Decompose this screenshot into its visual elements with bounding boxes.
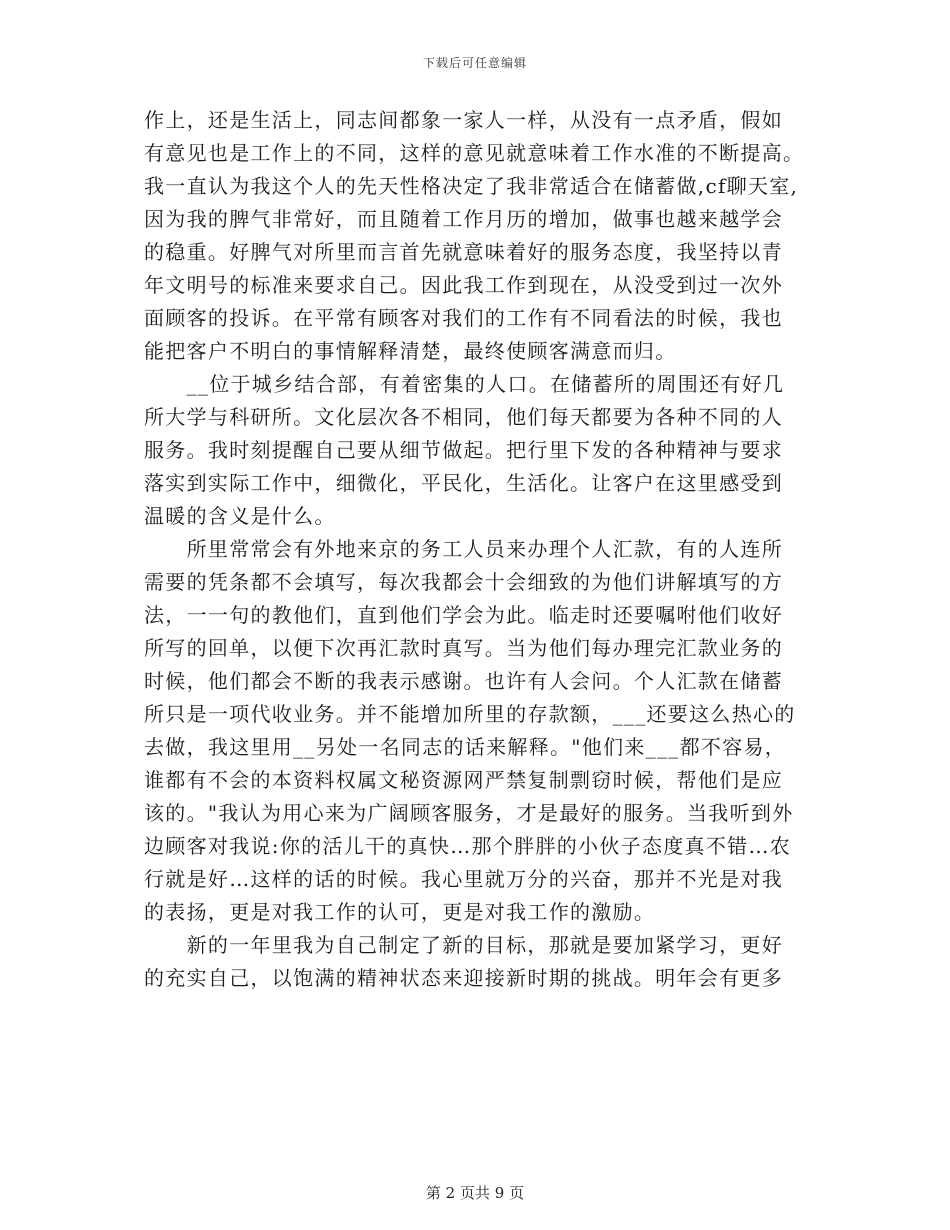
text-line: 作上，还是生活上，同志间都象一家人一样，从没有一点矛盾，假如 (144, 108, 783, 132)
text-line: 面顾客的投诉。在平常有顾客对我们的工作有不同看法的时候，我也 (144, 306, 783, 330)
text-line: 边顾客对我说:你的活儿干的真快…那个胖胖的小伙子态度真不错…农 (144, 834, 792, 858)
text-line: 有意见也是工作上的不同，这样的意见就意味着工作水准的不断提高。 (144, 141, 805, 165)
text-line: 所只是一项代收业务。并不能增加所里的存款额，___还要这么热心的 (144, 702, 796, 726)
text-line: 我一直认为我这个人的先天性格决定了我非常适合在储蓄做,cf聊天室, (144, 174, 799, 198)
text-line: 因为我的脾气非常好，而且随着工作月历的增加，做事也越来越学会 (144, 207, 783, 231)
text-line: 服务。我时刻提醒自己要从细节做起。把行里下发的各种精神与要求 (144, 438, 783, 462)
text-line: 法，一一句的教他们，直到他们学会为此。临走时还要嘱咐他们收好 (144, 603, 783, 627)
text-line: 所大学与科研所。文化层次各不相同，他们每天都要为各种不同的人 (144, 405, 783, 429)
text-line: 的充实自己，以饱满的精神状态来迎接新时期的挑战。明年会有更多 (144, 966, 783, 990)
text-line: 所写的回单，以便下次再汇款时真写。当为他们每办理完汇款业务的 (144, 636, 783, 660)
text-line: 去做，我这里用__另处一名同志的话来解释。"他们来___都不容易， (144, 735, 787, 759)
page-header: 下载后可任意编辑 (422, 56, 527, 70)
text-line: 的表扬，更是对我工作的认可，更是对我工作的激励。 (144, 900, 656, 924)
text-line: 所里常常会有外地来京的务工人员来办理个人汇款，有的人连所 (144, 537, 783, 561)
text-line: 谁都有不会的本资料权属文秘资源网严禁复制剽窃时候，帮他们是应 (144, 768, 783, 792)
text-line: 年文明号的标准来要求自己。因此我工作到现在，从没受到过一次外 (144, 273, 783, 297)
text-line: 新的一年里我为自己制定了新的目标，那就是要加紧学习，更好 (144, 933, 783, 957)
text-line: 行就是好…这样的话的时候。我心里就万分的兴奋，那并不光是对我 (144, 867, 783, 891)
text-line: 能把客户不明白的事情解释清楚，最终使顾客满意而归。 (144, 339, 677, 363)
text-line: 需要的凭条都不会填写，每次我都会十会细致的为他们讲解填写的方 (144, 570, 783, 594)
page-footer: 第 2 页共 9 页 (425, 1184, 525, 1202)
body-text (144, 104, 834, 995)
text-line: __位于城乡结合部，有着密集的人口。在储蓄所的周围还有好几 (144, 372, 785, 396)
text-line: 时候，他们都会不断的我表示感谢。也许有人会问。个人汇款在储蓄 (144, 669, 783, 693)
text-line: 的稳重。好脾气对所里而言首先就意味着好的服务态度，我坚持以青 (144, 240, 783, 264)
text-line: 该的。"我认为用心来为广阔顾客服务，才是最好的服务。当我听到外 (144, 801, 794, 825)
text-line: 温暖的含义是什么。 (144, 504, 336, 528)
text-line: 落实到实际工作中，细微化，平民化，生活化。让客户在这里感受到 (144, 471, 783, 495)
